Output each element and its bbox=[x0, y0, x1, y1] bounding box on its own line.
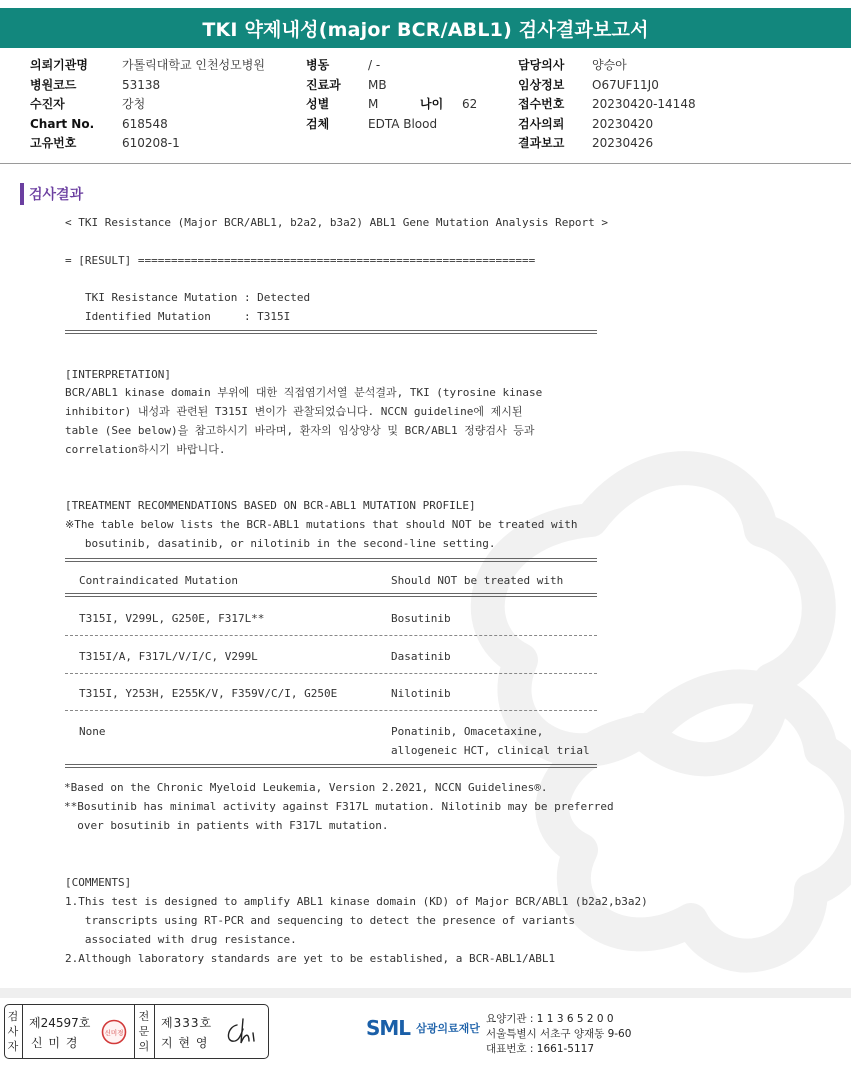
info-value: 20230420 bbox=[592, 116, 654, 131]
info-value: 610208-1 bbox=[122, 136, 180, 150]
examiner-license: 제24597호 bbox=[29, 1016, 91, 1030]
table-row-drug-continued: allogeneic HCT, clinical trial bbox=[391, 744, 590, 757]
dashed-rule bbox=[65, 673, 597, 674]
info-label: 진료과 bbox=[306, 77, 341, 92]
specialist-label: 전문의 bbox=[138, 1010, 150, 1053]
comment-line: 2.Although laboratory standards are yet to be established, a BCR-ABL1/ABL1 bbox=[65, 952, 556, 965]
info-value: 가톨릭대학교 인천성모병원 bbox=[122, 58, 265, 72]
divider bbox=[134, 1005, 135, 1058]
double-rule bbox=[65, 764, 597, 768]
info-value: 20230426 bbox=[592, 136, 654, 150]
comment-line: 1.This test is designed to amplify ABL1 kinase domain (KD) of Major BCR/ABL1 (b2a2,b3a2) bbox=[65, 895, 648, 908]
patient-info-col1 bbox=[30, 56, 265, 154]
footnote: *Based on the Chronic Myeloid Leukemia, Version 2.2021, NCCN Guidelines®. bbox=[64, 781, 548, 794]
info-value-age: 62 bbox=[462, 97, 478, 111]
info-label: 접수번호 bbox=[518, 97, 565, 111]
info-row-patient bbox=[30, 95, 265, 115]
table-row-drug: Nilotinib bbox=[391, 687, 451, 700]
org-info bbox=[486, 1012, 631, 1057]
org-info-line: 서울특별시 서초구 양재동 9-60 bbox=[486, 1028, 632, 1040]
info-value: 53138 bbox=[122, 77, 161, 92]
info-label: 검체 bbox=[306, 116, 330, 131]
info-row-institution bbox=[30, 56, 265, 76]
interpretation-line: BCR/ABL1 kinase domain 부위에 대한 직접염기서열 분석결과, TKI (tyrosine kinase bbox=[65, 386, 543, 399]
info-label: 임상정보 bbox=[518, 77, 565, 92]
info-value: 20230420-14148 bbox=[592, 97, 696, 111]
comment-line: transcripts using RT-PCR and sequencing to detect the presence of variants bbox=[65, 914, 575, 927]
specialist-name: 지 현 영 bbox=[161, 1036, 209, 1050]
table-row-drug: Ponatinib, Omacetaxine, bbox=[391, 725, 544, 738]
sml-logo-icon: SML bbox=[366, 1016, 411, 1040]
info-label: 담당의사 bbox=[518, 58, 565, 72]
org-info-line: 대표번호 : 1661-5117 bbox=[486, 1043, 595, 1055]
report-heading: < TKI Resistance (Major BCR/ABL1, b2a2, b3a2) ABL1 Gene Mutation Analysis Report > bbox=[65, 216, 609, 229]
examiner-name: 신 미 경 bbox=[31, 1036, 79, 1050]
info-value: / - bbox=[368, 58, 381, 72]
dashed-rule bbox=[65, 710, 597, 711]
interpretation-line: inhibitor) 내성과 관련된 T315I 변이가 관찰되었습니다. NCCN guideline에 제시된 bbox=[65, 405, 523, 418]
treatment-note: ※The table below lists the BCR-ABL1 mutations that should NOT be treated with bbox=[65, 518, 578, 531]
info-row-report-date bbox=[518, 134, 696, 154]
info-value: 강청 bbox=[122, 97, 146, 111]
info-row-doctor bbox=[518, 56, 696, 76]
result-line: Identified Mutation : T315I bbox=[85, 310, 291, 323]
signature-box bbox=[4, 1004, 269, 1059]
info-row-sex bbox=[306, 95, 477, 115]
footer-band bbox=[0, 988, 851, 998]
table-row-mutation: None bbox=[79, 725, 106, 738]
info-label: 병원코드 bbox=[30, 77, 77, 92]
table-row-mutation: T315I, V299L, G250E, F317L** bbox=[79, 612, 265, 625]
info-row-chart-no bbox=[30, 115, 265, 135]
specialist-license: 제333호 bbox=[161, 1016, 213, 1030]
info-row-request-date bbox=[518, 115, 696, 135]
info-label: 성별 bbox=[306, 97, 330, 111]
info-row-clinical-info bbox=[518, 76, 696, 96]
info-label: 의뢰기관명 bbox=[30, 58, 88, 72]
dashed-rule bbox=[65, 635, 597, 636]
info-value: EDTA Blood bbox=[368, 116, 438, 131]
info-row-ward bbox=[306, 56, 477, 76]
info-value: 양승아 bbox=[592, 58, 627, 72]
org-info-line: 요양기관 : 1 1 3 6 5 2 0 0 bbox=[486, 1013, 614, 1025]
divider bbox=[154, 1005, 155, 1058]
info-label: 결과보고 bbox=[518, 136, 565, 150]
report-title: TKI 약제내성(major BCR/ABL1) 검사결과보고서 bbox=[0, 8, 851, 48]
info-value: M bbox=[368, 97, 379, 111]
treatment-note: bosutinib, dasatinib, or nilotinib in the second-line setting. bbox=[65, 537, 496, 550]
table-header-mutation: Contraindicated Mutation bbox=[79, 574, 238, 587]
info-row-hospital-code bbox=[30, 76, 265, 96]
examiner-seal-icon bbox=[101, 1019, 127, 1045]
comment-line: associated with drug resistance. bbox=[65, 933, 297, 946]
info-value: 618548 bbox=[122, 116, 168, 131]
examiner-label: 검사자 bbox=[7, 1010, 19, 1053]
info-label: 수진자 bbox=[30, 97, 65, 111]
section-marker bbox=[20, 183, 24, 205]
interpretation-header: [INTERPRETATION] bbox=[65, 368, 171, 381]
treatment-header: [TREATMENT RECOMMENDATIONS BASED ON BCR-ABL1 MUTATION PROFILE] bbox=[65, 499, 476, 512]
info-row-specimen bbox=[306, 115, 477, 135]
double-rule bbox=[65, 330, 597, 334]
divider bbox=[0, 163, 851, 164]
info-label: 검사의뢰 bbox=[518, 116, 565, 131]
examiner-seal-text: 신미경 bbox=[104, 1029, 124, 1037]
table-row-drug: Bosutinib bbox=[391, 612, 451, 625]
double-rule bbox=[65, 558, 597, 562]
info-label: 고유번호 bbox=[30, 136, 77, 150]
table-row-mutation: T315I/A, F317L/V/I/C, V299L bbox=[79, 650, 258, 663]
footnote: **Bosutinib has minimal activity against F317L mutation. Nilotinib may be preferred bbox=[64, 800, 614, 813]
org-logo bbox=[366, 1016, 480, 1040]
patient-info-col3 bbox=[518, 56, 696, 154]
info-value: O67UF11J0 bbox=[592, 77, 659, 92]
section-title-text: 검사결과 bbox=[29, 187, 84, 203]
double-rule bbox=[65, 593, 597, 597]
footnote: over bosutinib in patients with F317L mutation. bbox=[64, 819, 389, 832]
org-name: 삼광의료재단 bbox=[416, 1022, 480, 1035]
section-title bbox=[20, 183, 83, 205]
comments-header: [COMMENTS] bbox=[65, 876, 132, 889]
signature-icon bbox=[223, 1015, 263, 1049]
info-value: MB bbox=[368, 77, 387, 92]
info-row-receipt-no bbox=[518, 95, 696, 115]
patient-info-col2 bbox=[306, 56, 477, 134]
info-row-department bbox=[306, 76, 477, 96]
result-line: TKI Resistance Mutation : Detected bbox=[85, 291, 311, 304]
interpretation-line: correlation하시기 바랍니다. bbox=[65, 443, 226, 456]
info-label-age: 나이 bbox=[420, 97, 444, 111]
result-header: = [RESULT] ============================================================ bbox=[65, 254, 536, 267]
interpretation-line: table (See below)을 참고하시기 바라며, 환자의 임상양상 및 BCR/ABL1 정량검사 등과 bbox=[65, 424, 535, 437]
table-header-drug: Should NOT be treated with bbox=[391, 574, 564, 587]
table-row-drug: Dasatinib bbox=[391, 650, 451, 663]
info-row-unique-id bbox=[30, 134, 265, 154]
info-label: Chart No. bbox=[30, 116, 95, 131]
divider bbox=[22, 1005, 23, 1058]
table-row-mutation: T315I, Y253H, E255K/V, F359V/C/I, G250E bbox=[79, 687, 338, 700]
info-label: 병동 bbox=[306, 58, 330, 72]
